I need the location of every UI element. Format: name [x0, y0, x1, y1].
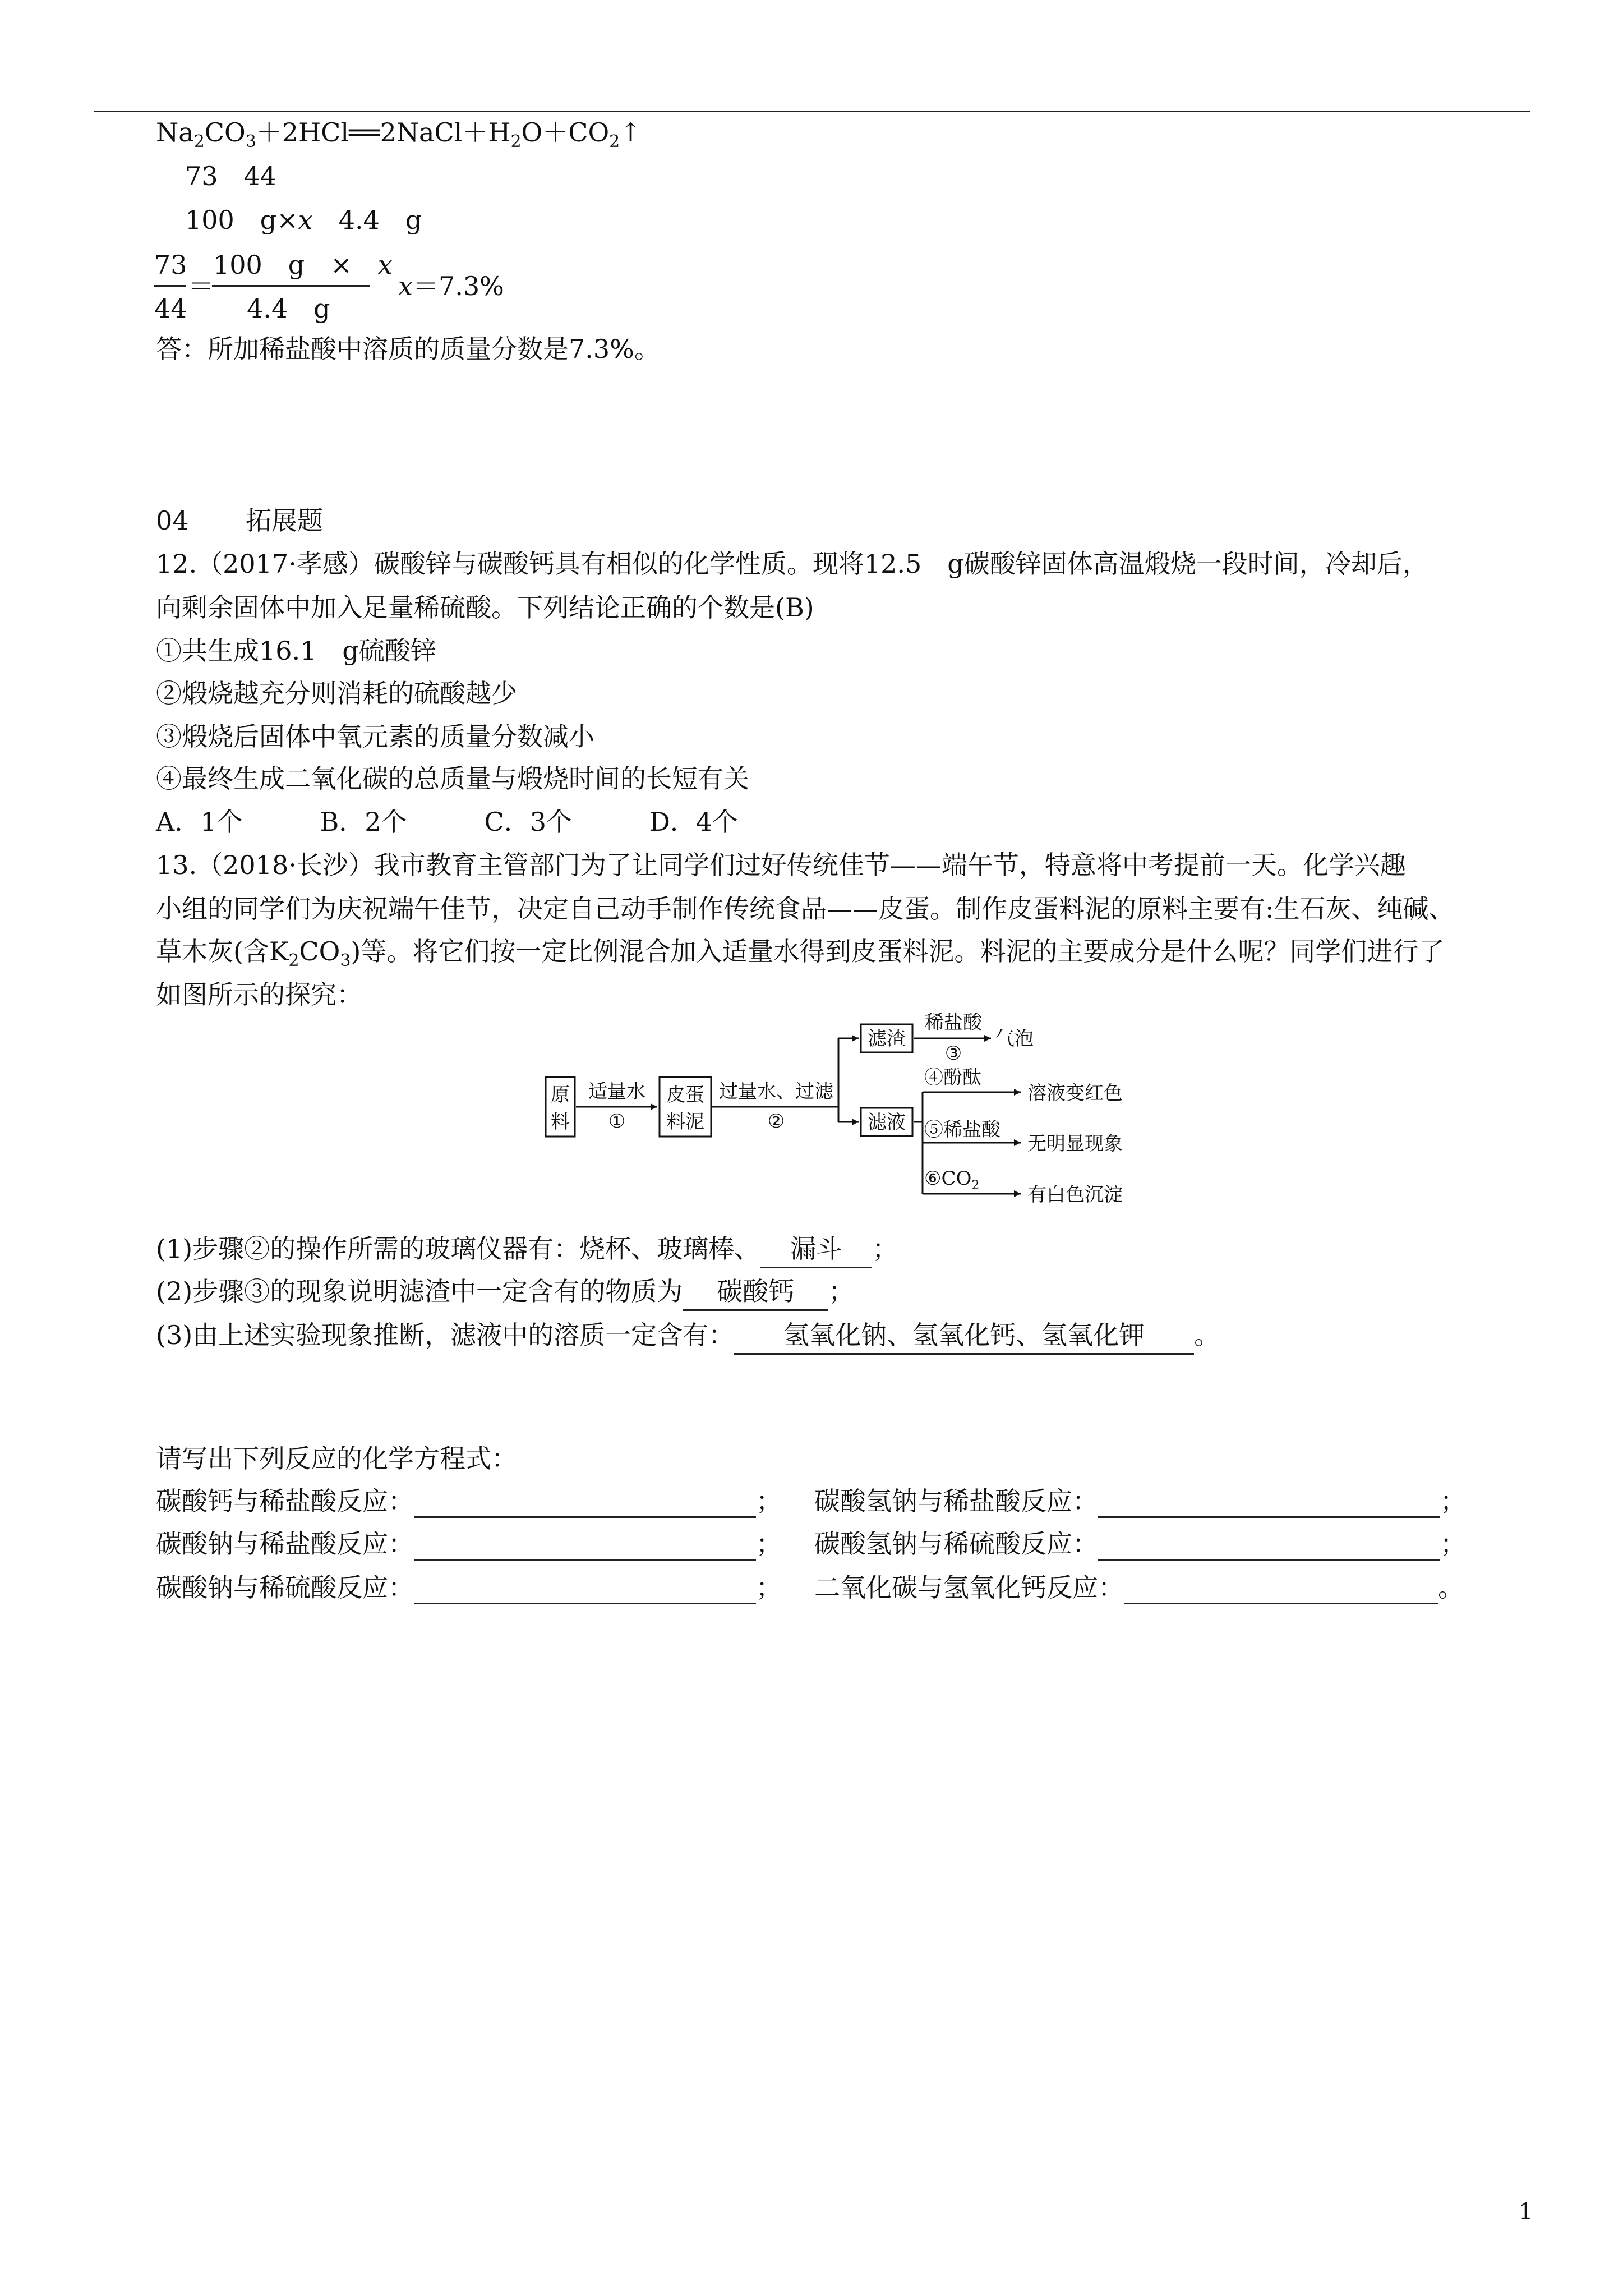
answer-blank[interactable] — [1124, 1575, 1438, 1604]
answer-blank[interactable] — [414, 1531, 756, 1561]
q13-stem-line-2: 小组的同学们为庆祝端午佳节，决定自己动手制作传统食品——皮蛋。制作皮蛋料泥的原料主要有:生石灰、纯碱、 — [156, 894, 1455, 924]
equation-row-1-left: 碳酸钙与稀盐酸反应： ； — [156, 1484, 782, 1518]
equation-row-3-right: 二氧化碳与氢氧化钙反应： 。 — [814, 1571, 1464, 1604]
equation-row-3-left: 碳酸钠与稀硫酸反应： ； — [156, 1571, 782, 1604]
filtrate-label: 滤液 — [868, 1111, 906, 1134]
mass-line: 100 g×x 4.4 g — [185, 205, 422, 235]
raw-label-1: 原 — [551, 1084, 570, 1106]
answer-blank[interactable] — [414, 1575, 756, 1604]
step-1-label: 适量水 — [588, 1080, 645, 1103]
q13-sub-2-answer: 碳酸钙 — [683, 1274, 828, 1311]
equals-sign: ＝ — [188, 271, 214, 301]
test-6-label: $⑥CO_2$ — [924, 1167, 980, 1193]
ratio-line: 73 44 — [185, 161, 277, 191]
q12-statement-1: ①共生成16.1 g硫酸锌 — [156, 636, 436, 666]
test-4-label: ④酚酞 — [924, 1066, 981, 1089]
step-3-number: ③ — [944, 1042, 962, 1065]
q12-stem-line-1: 12.（2017·孝感）碳酸锌与碳酸钙具有相似的化学性质。现将12.5 g碳酸锌固体高温煅烧一段时间，冷却后， — [156, 549, 1428, 579]
q12-stem-line-2: 向剩余固体中加入足量稀硫酸。下列结论正确的个数是(B) — [156, 592, 814, 623]
fraction-2-numerator: 100 g × x — [213, 250, 393, 280]
mud-label-1: 皮蛋 — [666, 1084, 704, 1106]
raw-label-2: 料 — [551, 1111, 570, 1133]
result-5-label: 无明显现象 — [1027, 1133, 1123, 1155]
result: x＝7.3% — [398, 271, 504, 301]
step-2-label: 过量水、过滤 — [719, 1080, 833, 1103]
q12-statement-4: ④最终生成二氧化碳的总质量与煅烧时间的长短有关 — [156, 763, 749, 794]
fraction-2-denominator: 4.4 g — [247, 293, 330, 324]
q13-sub-1-answer: 漏斗 — [760, 1232, 872, 1268]
q12-options: A．1个 B．2个 C．3个 D．4个 — [156, 807, 739, 837]
equation-row-2-right: 碳酸氢钠与稀硫酸反应： ； — [814, 1527, 1466, 1561]
result-4-label: 溶液变红色 — [1027, 1082, 1123, 1105]
acid-label: 稀盐酸 — [925, 1011, 982, 1034]
section-number: 04 — [156, 505, 189, 536]
answer-blank[interactable] — [414, 1488, 756, 1518]
fraction-1-denominator: 44 — [154, 293, 187, 324]
equation-row-1-right: 碳酸氢钠与稀盐酸反应： ； — [814, 1484, 1466, 1518]
q13-sub-2: (2)步骤③的现象说明滤渣中一定含有的物质为 碳酸钙 ； — [156, 1274, 854, 1311]
equations-prompt: 请写出下列反应的化学方程式： — [156, 1443, 517, 1474]
equation-row-2-left: 碳酸钠与稀盐酸反应： ； — [156, 1527, 782, 1561]
answer-text: 答：所加稀盐酸中溶质的质量分数是7.3%。 — [156, 334, 660, 364]
fraction-1-numerator: 73 — [154, 250, 187, 280]
page-number: 1 — [1519, 2199, 1533, 2225]
chemical-equation: $Na_2CO_3+2HCl══2NaCl+H_2O+CO_2↑$ — [156, 117, 642, 151]
result-6-label: 有白色沉淀 — [1027, 1184, 1123, 1206]
q12-statement-2: ②煅烧越充分则消耗的硫酸越少 — [156, 678, 517, 708]
step-2-number: ② — [767, 1110, 785, 1133]
q13-sub-3: (3)由上述实验现象推断，滤液中的溶质一定含有： 氢氧化钠、氢氧化钙、氢氧化钾 。 — [156, 1318, 1220, 1355]
answer-blank[interactable] — [1098, 1488, 1440, 1518]
test-5-label: ⑤稀盐酸 — [924, 1119, 1000, 1141]
q13-sub-1: (1)步骤②的操作所需的玻璃仪器有：烧杯、玻璃棒、 漏斗 ； — [156, 1232, 898, 1268]
q13-sub-3-answer: 氢氧化钠、氢氧化钙、氢氧化钾 — [734, 1318, 1194, 1355]
q13-stem-line-1: 13.（2018·长沙）我市教育主管部门为了让同学们过好传统佳节——端午节，特意将中考提前一天。化学兴趣 — [156, 850, 1406, 880]
q12-statement-3: ③煅烧后固体中氧元素的质量分数减小 — [156, 721, 594, 752]
section-title: 拓展题 — [246, 505, 323, 536]
bubbles-label: 气泡 — [995, 1028, 1034, 1050]
answer-blank[interactable] — [1098, 1531, 1440, 1561]
q13-stem-line-4: 如图所示的探究： — [156, 979, 362, 1010]
q13-stem-line-3: 草木灰(含$K_2CO_3$)等。将它们按一定比例混合加入适量水得到皮蛋料泥。料泥的主要成分是什么呢？同学们进行了 — [156, 936, 1445, 970]
residue-label: 滤渣 — [868, 1028, 906, 1050]
mud-label-2: 料泥 — [666, 1111, 704, 1133]
step-1-number: ① — [608, 1110, 626, 1133]
